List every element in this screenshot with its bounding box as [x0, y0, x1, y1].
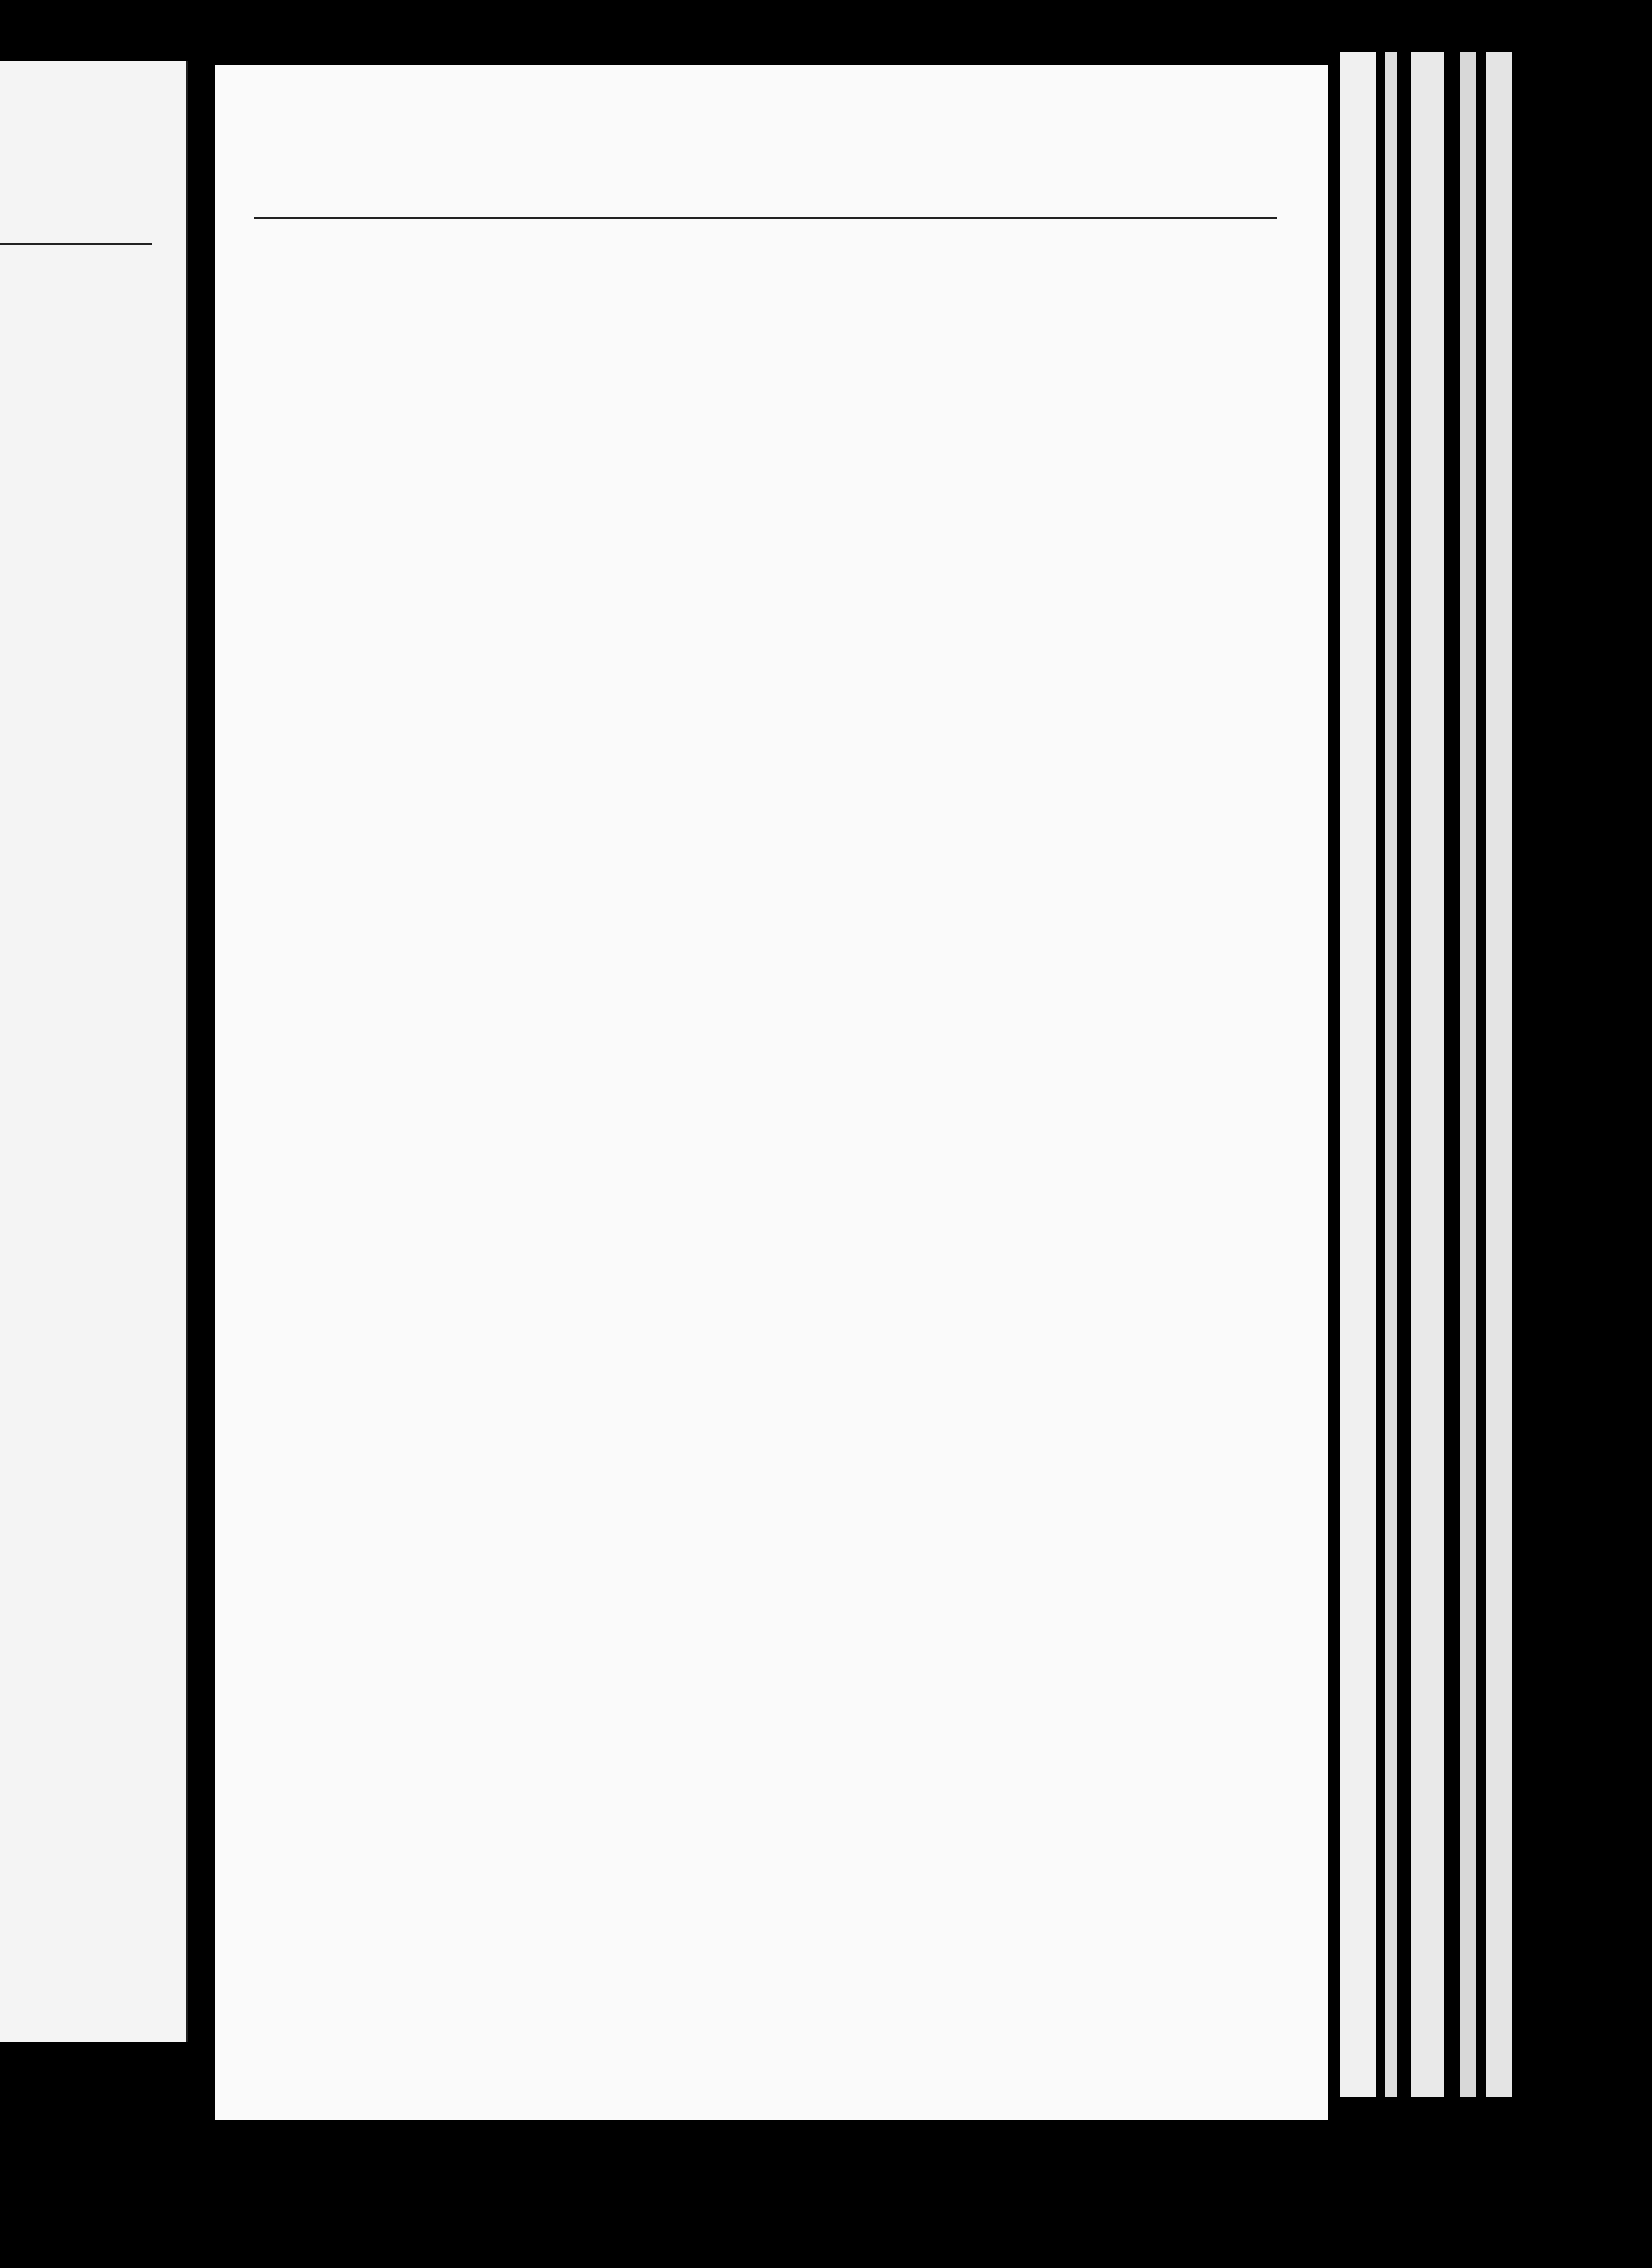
left-facing-page — [0, 61, 188, 2042]
book-page-edges — [1340, 52, 1631, 2097]
header-rule — [254, 217, 1277, 219]
main-page — [215, 65, 1328, 2120]
left-header-rule — [0, 243, 152, 245]
